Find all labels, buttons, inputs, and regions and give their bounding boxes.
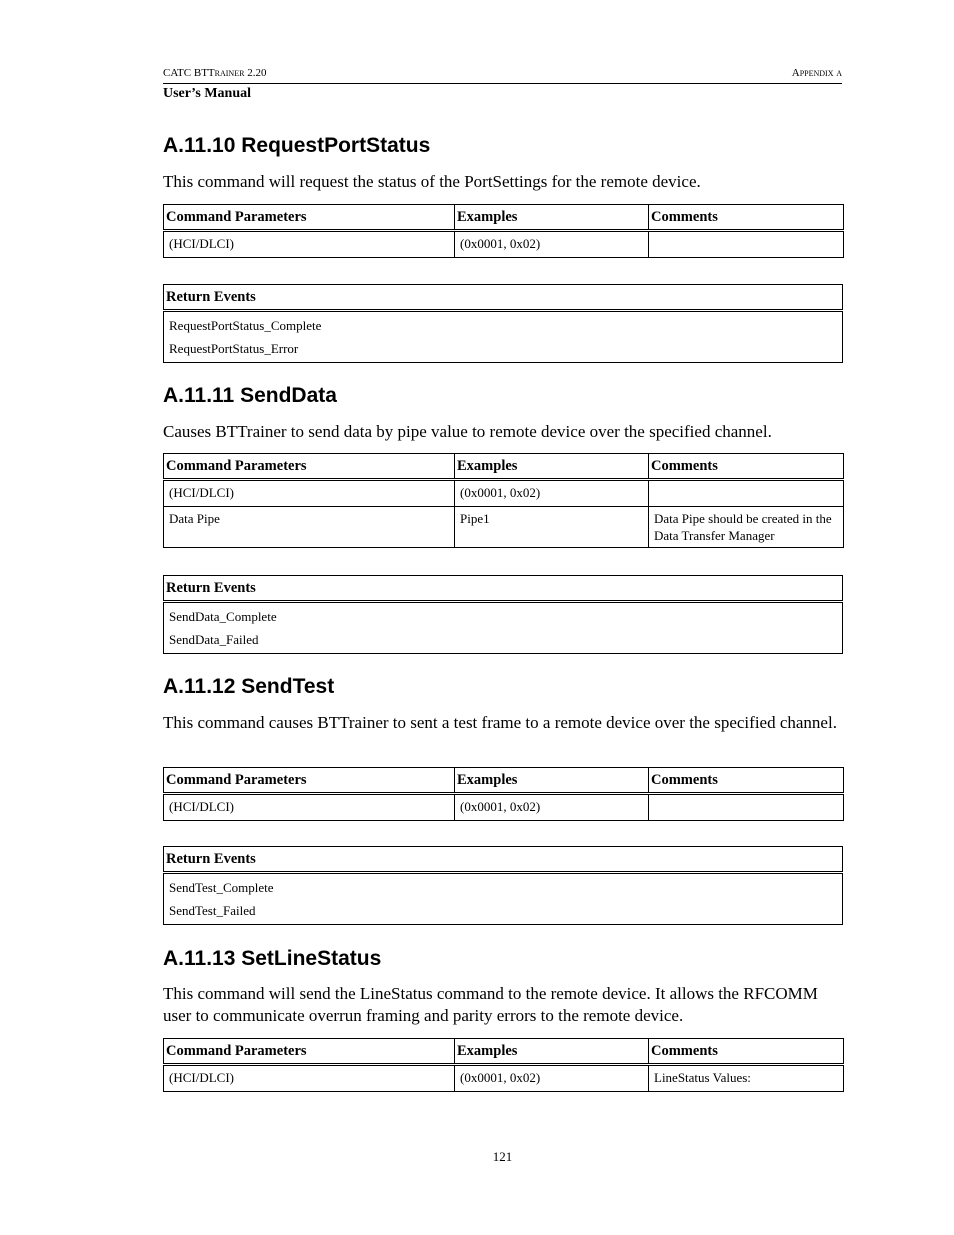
running-header (163, 67, 842, 84)
section-send-data (163, 383, 842, 441)
command-parameters-table (163, 453, 844, 548)
header-comments: Comments (649, 454, 844, 480)
header-examples: Examples (455, 768, 649, 794)
cell-comment (649, 480, 844, 507)
header-appendix: APPENDIX A (791, 67, 842, 79)
command-parameters-table (163, 204, 844, 258)
section-description: This command will request the status of the PortSettings for the remote device. (163, 172, 701, 191)
header-examples: Examples (455, 454, 649, 480)
header-manual: User’s Manual (163, 86, 252, 101)
header-command-parameters: Command Parameters (164, 454, 455, 480)
section-send-test (163, 674, 842, 732)
section-title: A.11.11 SendData (163, 384, 337, 407)
cell-parameter: (HCI/DLCI) (164, 794, 455, 821)
event-item: SendTest_Complete (169, 880, 274, 895)
events-list (164, 873, 843, 925)
cell-comment: LineStatus Values: (649, 1065, 844, 1092)
events-list (164, 311, 843, 363)
section-set-line-status (163, 946, 842, 1025)
cell-comment (649, 794, 844, 821)
section-description: Causes BTTrainer to send data by pipe value to remote device over the specified channel. (163, 422, 772, 441)
return-events-table (163, 575, 843, 654)
section-title: A.11.13 SetLineStatus (163, 947, 382, 970)
return-events-table (163, 846, 843, 925)
section-description: This command will send the LineStatus command to the remote device. It allows the RFCOMM user to communicate overrun framing and parity errors to the remote device. (163, 984, 818, 1025)
cell-example: (0x0001, 0x02) (455, 1065, 649, 1092)
events-list (164, 602, 843, 654)
event-item: SendTest_Failed (169, 903, 256, 918)
event-item: SendData_Complete (169, 609, 277, 624)
header-comments: Comments (649, 1039, 844, 1065)
cell-example: Pipe1 (455, 507, 649, 548)
return-events-table (163, 284, 843, 363)
event-item: RequestPortStatus_Error (169, 341, 299, 356)
header-return-events: Return Events (164, 847, 843, 873)
header-examples: Examples (455, 1039, 649, 1065)
table-header-row (164, 1039, 844, 1065)
event-item: RequestPortStatus_Complete (169, 318, 322, 333)
table-header-row (164, 768, 844, 794)
table-row (164, 231, 844, 258)
event-item: SendData_Failed (169, 632, 259, 647)
header-examples: Examples (455, 205, 649, 231)
header-command-parameters: Command Parameters (164, 1039, 455, 1065)
section-title: A.11.10 RequestPortStatus (163, 134, 431, 157)
table-header-row (164, 454, 844, 480)
page-number: 121 (492, 1149, 513, 1164)
section-request-port-status (163, 133, 842, 191)
header-command-parameters: Command Parameters (164, 205, 455, 231)
command-parameters-table (163, 1038, 844, 1092)
header-return-events: Return Events (164, 576, 843, 602)
table-row (164, 480, 844, 507)
header-product: CATC BTTRAINER 2.20 (163, 67, 267, 79)
cell-parameter: (HCI/DLCI) (164, 1065, 455, 1092)
cell-comment (649, 231, 844, 258)
header-return-events: Return Events (164, 285, 843, 311)
table-row (164, 1065, 844, 1092)
cell-example: (0x0001, 0x02) (455, 794, 649, 821)
header-comments: Comments (649, 205, 844, 231)
header-command-parameters: Command Parameters (164, 768, 455, 794)
cell-parameter: Data Pipe (164, 507, 455, 548)
table-row (164, 507, 844, 548)
section-description: This command causes BTTrainer to sent a test frame to a remote device over the specified channel. (163, 713, 837, 732)
header-comments: Comments (649, 768, 844, 794)
table-row (164, 794, 844, 821)
table-header-row (164, 205, 844, 231)
cell-example: (0x0001, 0x02) (455, 480, 649, 507)
cell-parameter: (HCI/DLCI) (164, 231, 455, 258)
section-title: A.11.12 SendTest (163, 675, 335, 698)
command-parameters-table (163, 767, 844, 821)
cell-example: (0x0001, 0x02) (455, 231, 649, 258)
cell-comment: Data Pipe should be created in the Data Transfer Manager (649, 507, 844, 548)
cell-parameter: (HCI/DLCI) (164, 480, 455, 507)
